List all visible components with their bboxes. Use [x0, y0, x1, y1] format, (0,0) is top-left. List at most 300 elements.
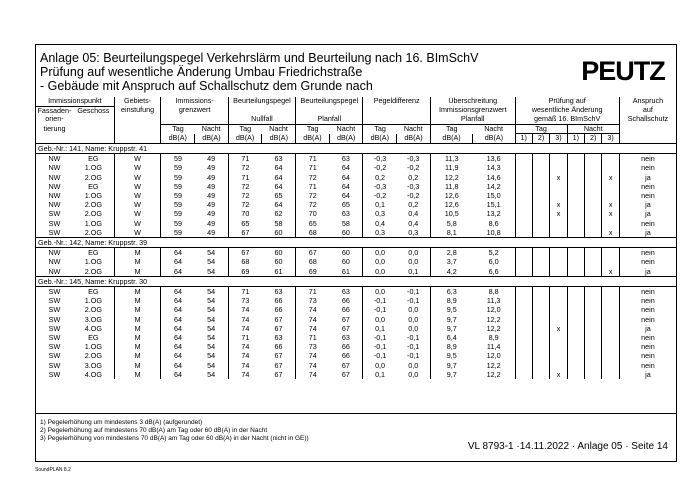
table-cell: x — [602, 209, 619, 218]
table-cell: 12,0 — [486, 305, 501, 315]
document-header — [36, 45, 676, 95]
table-cell: 73 — [296, 296, 330, 305]
table-cell — [567, 219, 584, 228]
head-tag: Tag — [228, 124, 262, 134]
table-cell: 71 — [296, 163, 330, 172]
table-cell: 64 — [161, 287, 195, 297]
table-cell: 12,2 — [486, 314, 501, 324]
table-cell — [585, 324, 602, 333]
head-n2: 2) — [585, 134, 602, 144]
table-cell — [567, 324, 584, 333]
table-cell: ja — [619, 370, 676, 379]
table-cell: ja — [619, 200, 676, 209]
head-nacht: Nacht — [262, 124, 296, 134]
table-cell: SW — [48, 333, 61, 343]
table-row — [36, 200, 676, 209]
table-cell — [532, 287, 549, 297]
table-cell: 67 — [296, 248, 330, 258]
table-cell: 4.OG — [84, 369, 102, 379]
head-blank — [363, 106, 430, 115]
table-cell: 1.OG — [84, 163, 102, 173]
table-cell: x — [550, 173, 567, 182]
head-unit: dB(A) — [363, 134, 397, 144]
table-row — [36, 287, 676, 297]
table-cell: 2.OG — [84, 200, 102, 210]
table-row — [36, 209, 676, 218]
table-cell — [550, 257, 567, 266]
head-ueberschreitung-3: Planfall — [430, 115, 515, 124]
table-cell: nein — [619, 257, 676, 266]
table-cell: 0,0 — [363, 361, 397, 370]
table-cell — [585, 333, 602, 342]
title-line-2: Prüfung auf wesentliche Änderung Umbau Friedrichstraße — [40, 65, 363, 79]
building-group-header — [36, 276, 676, 286]
table-cell — [585, 342, 602, 351]
table-cell — [532, 305, 549, 314]
table-cell: 0,0 — [408, 360, 419, 370]
table-cell — [567, 182, 584, 191]
table-row — [36, 370, 676, 379]
table-cell: -0,1 — [407, 287, 420, 297]
table-cell: -0,3 — [363, 182, 397, 191]
head-anspruch-1: Anspruch — [619, 97, 676, 106]
table-cell — [585, 296, 602, 305]
head-tag: Tag — [296, 124, 330, 134]
table-cell: 71 — [228, 287, 262, 297]
table-cell: ja — [619, 173, 676, 182]
table-cell: 14,3 — [486, 163, 501, 173]
table-cell: M — [114, 351, 161, 360]
table-cell: 64 — [341, 172, 350, 182]
table-cell: -0,1 — [363, 351, 397, 360]
table-cell — [515, 200, 532, 209]
table-cell — [532, 200, 549, 209]
table-cell: 2.OG — [84, 172, 102, 182]
table-cell: 67 — [341, 369, 350, 379]
table-cell — [550, 342, 567, 351]
table-cell: 73 — [296, 342, 330, 351]
table-cell: 0,0 — [408, 314, 419, 324]
table-cell: 64 — [161, 361, 195, 370]
table-cell: 71 — [296, 287, 330, 297]
table-cell: x — [602, 173, 619, 182]
table-cell: 71 — [228, 333, 262, 342]
table-cell — [585, 361, 602, 370]
table-cell — [602, 248, 619, 258]
table-cell: 14,6 — [486, 172, 501, 182]
table-cell — [567, 209, 584, 218]
table-cell — [567, 257, 584, 266]
head-blank — [73, 115, 114, 124]
table-cell — [532, 267, 549, 277]
head-ueberschreitung-2: Immissionsgrenzwert — [430, 106, 515, 115]
head-tag: Tag — [363, 124, 397, 134]
table-cell: 66 — [341, 342, 350, 352]
table-cell: 74 — [296, 370, 330, 379]
table-cell — [515, 370, 532, 379]
table-cell — [515, 296, 532, 305]
table-cell: -0,1 — [407, 342, 420, 352]
table-cell: x — [550, 324, 567, 333]
table-cell — [602, 333, 619, 342]
table-cell — [515, 209, 532, 218]
table-cell: 74 — [228, 361, 262, 370]
table-cell: 67 — [274, 360, 283, 370]
table-cell: 1.OG — [84, 296, 102, 306]
table-cell: SW — [48, 227, 61, 237]
table-cell: 70 — [296, 209, 330, 218]
table-row — [36, 324, 676, 333]
table-cell — [515, 305, 532, 314]
table-cell: 9,7 — [430, 361, 472, 370]
table-cell — [567, 248, 584, 258]
table-cell — [550, 351, 567, 360]
table-cell: W — [114, 209, 161, 218]
table-cell: 64 — [274, 200, 283, 210]
software-label: SoundPLAN 8.2 — [35, 467, 71, 473]
table-cell: 66 — [341, 296, 350, 306]
table-cell: 0,3 — [363, 209, 397, 218]
building-label: Geb.-Nr.: 142, Name: Kruppstr. 39 — [36, 238, 676, 248]
table-cell — [515, 173, 532, 182]
table-cell: SW — [48, 360, 61, 370]
table-cell — [602, 287, 619, 297]
table-cell: NW — [48, 257, 61, 267]
table-row — [36, 257, 676, 266]
head-unit: dB(A) — [296, 134, 330, 144]
table-cell: 64 — [274, 181, 283, 191]
table-cell: 63 — [341, 333, 350, 343]
head-blank — [73, 124, 114, 134]
table-cell: M — [114, 287, 161, 297]
table-cell — [532, 154, 549, 164]
table-cell: 74 — [228, 351, 262, 360]
head-blank — [114, 134, 161, 144]
building-label: Geb.-Nr.: 145, Name: Kruppstr. 30 — [36, 276, 676, 286]
head-unit: dB(A) — [161, 134, 195, 144]
table-cell: 64 — [161, 351, 195, 360]
table-cell: -0,1 — [363, 342, 397, 351]
table-cell: 2.OG — [84, 305, 102, 315]
table-cell: -0,2 — [407, 190, 420, 200]
table-cell: SW — [48, 342, 61, 352]
table-cell: 59 — [161, 173, 195, 182]
table-cell — [515, 248, 532, 258]
table-cell — [515, 191, 532, 200]
head-beurteilungspegel-nullfall: Beurteilungspegel — [228, 97, 295, 106]
table-cell: EG — [88, 248, 99, 258]
table-cell: 74 — [296, 361, 330, 370]
table-cell: SW — [48, 218, 61, 228]
table-cell: M — [114, 315, 161, 324]
table-cell: 64 — [341, 181, 350, 191]
table-cell: 63 — [274, 333, 283, 343]
table-cell: 11,4 — [486, 342, 501, 352]
table-cell — [602, 296, 619, 305]
table-cell: W — [114, 219, 161, 228]
table-cell: 54 — [207, 248, 216, 258]
table-cell: SW — [48, 296, 61, 306]
table-cell: 54 — [207, 369, 216, 379]
table-cell: 64 — [161, 248, 195, 258]
table-row — [36, 248, 676, 258]
table-cell: -0,1 — [363, 333, 397, 342]
table-cell: 64 — [161, 324, 195, 333]
results-table — [36, 97, 676, 379]
table-cell: nein — [619, 333, 676, 342]
table-cell: 63 — [274, 154, 283, 164]
table-cell: 6,3 — [430, 287, 472, 297]
table-cell: nein — [619, 315, 676, 324]
table-cell: ja — [619, 267, 676, 277]
table-cell: 6,4 — [430, 333, 472, 342]
table-cell — [567, 191, 584, 200]
head-n1: 1) — [515, 134, 532, 144]
table-cell: 67 — [274, 369, 283, 379]
table-cell: 71 — [296, 154, 330, 164]
footnote-2: 2) Pegelerhöhung auf mindestens 70 dB(A) am Tag oder 60 dB(A) in der Nacht — [40, 427, 268, 435]
table-cell: 67 — [341, 314, 350, 324]
table-cell: -0,2 — [363, 163, 397, 172]
head-blank — [619, 124, 676, 134]
table-cell — [585, 219, 602, 228]
table-cell: nein — [619, 248, 676, 258]
table-cell: x — [550, 209, 567, 218]
table-cell — [585, 182, 602, 191]
table-cell: 0,0 — [363, 248, 397, 258]
table-cell: 49 — [207, 181, 216, 191]
head-blank — [619, 134, 676, 144]
table-cell: -0,2 — [407, 163, 420, 173]
table-cell: 11,9 — [430, 163, 472, 172]
head-blank — [161, 115, 228, 124]
table-cell: 60 — [341, 257, 350, 267]
head-blank — [114, 124, 161, 134]
table-cell: 59 — [161, 209, 195, 218]
table-cell: 0,4 — [363, 219, 397, 228]
table-cell: 15,0 — [486, 190, 501, 200]
head-blank — [73, 134, 114, 144]
table-cell — [585, 257, 602, 266]
table-cell: 63 — [274, 287, 283, 297]
table-cell: 54 — [207, 351, 216, 361]
table-cell: -0,3 — [363, 154, 397, 164]
table-cell — [585, 173, 602, 182]
head-unit: dB(A) — [329, 134, 363, 144]
table-cell: SW — [48, 209, 61, 219]
table-cell — [532, 315, 549, 324]
table-cell — [550, 315, 567, 324]
table-cell: EG — [88, 333, 99, 343]
table-cell: 54 — [207, 287, 216, 297]
table-cell: 3,7 — [430, 257, 472, 266]
results-table-wrap — [36, 97, 676, 379]
table-cell: M — [114, 361, 161, 370]
table-cell: M — [114, 342, 161, 351]
table-row — [36, 305, 676, 314]
head-n2: 2) — [532, 134, 549, 144]
table-cell: SW — [48, 323, 61, 333]
table-cell: x — [550, 200, 567, 209]
table-cell: 2.OG — [84, 209, 102, 219]
table-cell: 58 — [341, 218, 350, 228]
head-geschoss: Geschoss — [73, 106, 114, 115]
table-cell: 9,7 — [430, 370, 472, 379]
table-cell: 71 — [228, 154, 262, 164]
table-cell — [532, 191, 549, 200]
table-cell: 9,7 — [430, 315, 472, 324]
title-line-3: - Gebäude mit Anspruch auf Schallschutz dem Grunde nach — [40, 79, 373, 93]
table-cell: 49 — [207, 218, 216, 228]
table-row — [36, 219, 676, 228]
table-cell: nein — [619, 219, 676, 228]
table-cell: 63 — [341, 209, 350, 219]
table-cell — [515, 333, 532, 342]
table-cell: 64 — [161, 257, 195, 266]
table-cell — [585, 370, 602, 379]
table-cell: 0,0 — [363, 257, 397, 266]
table-cell: 59 — [161, 228, 195, 238]
head-n3: 3) — [602, 134, 619, 144]
table-cell: 59 — [161, 182, 195, 191]
table-cell — [532, 361, 549, 370]
table-cell: 64 — [161, 315, 195, 324]
table-cell: 63 — [341, 287, 350, 297]
table-cell: 0,4 — [408, 209, 419, 219]
table-cell: EG — [88, 181, 99, 191]
head-unit: dB(A) — [397, 134, 431, 144]
table-cell — [567, 305, 584, 314]
table-cell — [567, 351, 584, 360]
table-cell: 67 — [274, 351, 283, 361]
table-cell: 59 — [161, 191, 195, 200]
table-cell: 8,8 — [488, 287, 499, 297]
table-cell: 9,5 — [430, 351, 472, 360]
table-cell: NW — [48, 163, 61, 173]
table-cell — [567, 333, 584, 342]
table-cell: 74 — [296, 315, 330, 324]
document-frame — [35, 44, 677, 462]
table-cell: 65 — [228, 219, 262, 228]
table-cell: 60 — [341, 248, 350, 258]
table-cell: nein — [619, 351, 676, 360]
table-cell — [532, 173, 549, 182]
table-cell: 67 — [228, 228, 262, 238]
table-cell — [515, 351, 532, 360]
head-nacht: Nacht — [397, 124, 431, 134]
table-cell: 54 — [207, 323, 216, 333]
table-cell: 72 — [296, 173, 330, 182]
table-cell — [567, 228, 584, 238]
table-cell — [550, 287, 567, 297]
table-cell: 60 — [274, 257, 283, 267]
table-cell: 12,6 — [430, 191, 472, 200]
table-cell: 9,5 — [430, 305, 472, 314]
table-cell: nein — [619, 163, 676, 172]
table-cell — [602, 182, 619, 191]
table-cell: M — [114, 324, 161, 333]
table-cell: 67 — [274, 323, 283, 333]
head-nullfall: Nullfall — [228, 115, 295, 124]
table-cell — [550, 219, 567, 228]
table-row — [36, 361, 676, 370]
table-cell — [585, 248, 602, 258]
table-cell: 8,6 — [488, 218, 499, 228]
table-cell: M — [114, 305, 161, 314]
head-tag: Tag — [430, 124, 472, 134]
results-table-body — [36, 143, 676, 379]
table-cell: 70 — [228, 209, 262, 218]
table-cell: 71 — [228, 173, 262, 182]
table-cell: 49 — [207, 209, 216, 219]
table-cell: 74 — [296, 351, 330, 360]
head-nacht: Nacht — [329, 124, 363, 134]
table-cell — [585, 163, 602, 172]
table-cell — [532, 342, 549, 351]
table-cell: 71 — [296, 182, 330, 191]
table-cell: 0,0 — [363, 267, 397, 277]
head-nacht: Nacht — [473, 124, 515, 134]
table-cell: nein — [619, 182, 676, 191]
head-tag: Tag — [515, 124, 567, 134]
table-cell — [585, 267, 602, 277]
table-cell: 0,1 — [363, 370, 397, 379]
table-cell: EG — [88, 287, 99, 297]
table-cell: 63 — [341, 154, 350, 164]
table-row — [36, 182, 676, 191]
table-cell — [602, 191, 619, 200]
table-cell: 1.OG — [84, 190, 102, 200]
table-cell — [515, 182, 532, 191]
table-cell: -0,3 — [407, 154, 420, 164]
table-cell — [567, 154, 584, 164]
table-cell — [515, 287, 532, 297]
table-cell: 0,1 — [363, 324, 397, 333]
table-row — [36, 296, 676, 305]
table-cell: 64 — [161, 370, 195, 379]
table-cell: 0,0 — [408, 248, 419, 258]
table-cell: 64 — [341, 190, 350, 200]
table-cell — [602, 257, 619, 266]
table-cell: 54 — [207, 314, 216, 324]
table-cell — [550, 333, 567, 342]
table-cell: W — [114, 154, 161, 164]
table-cell: 64 — [274, 172, 283, 182]
table-cell: 64 — [161, 342, 195, 351]
table-cell: SW — [48, 369, 61, 379]
table-cell: 72 — [228, 182, 262, 191]
table-cell: 0,2 — [408, 200, 419, 210]
table-cell — [602, 351, 619, 360]
table-cell: nein — [619, 191, 676, 200]
table-cell — [532, 370, 549, 379]
table-cell — [585, 200, 602, 209]
table-cell: 68 — [296, 257, 330, 266]
head-pegeldifferenz: Pegeldifferenz — [363, 97, 430, 106]
table-cell — [567, 173, 584, 182]
table-cell: 72 — [296, 191, 330, 200]
table-cell: 72 — [228, 191, 262, 200]
table-cell: 0,0 — [408, 369, 419, 379]
table-cell: 58 — [274, 218, 283, 228]
table-cell: -0,1 — [407, 333, 420, 343]
table-cell: x — [602, 228, 619, 238]
table-cell — [532, 296, 549, 305]
table-cell: 4.OG — [84, 323, 102, 333]
table-cell: W — [114, 182, 161, 191]
table-cell — [550, 182, 567, 191]
table-cell: 54 — [207, 257, 216, 267]
